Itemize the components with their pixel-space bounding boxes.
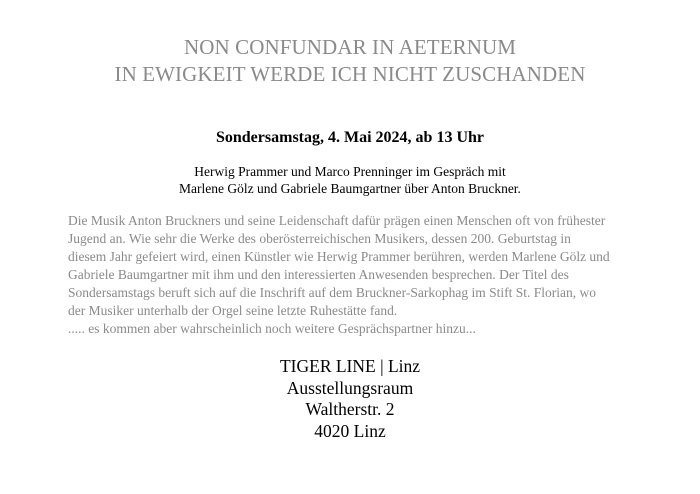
description-line: der Musiker unterhalb der Orgel seine letzte Ruhestätte fand. <box>68 303 398 318</box>
venue-room: Ausstellungsraum <box>286 377 414 398</box>
headline-latin: NON CONFUNDAR IN AETERNUM <box>183 35 517 59</box>
description-line: Die Musik Anton Bruckners und seine Leidenschaft dafür prägen einen Menschen oft von frühester <box>68 213 606 228</box>
description-line: Sondersamstags beruft sich auf die Inschrift auf dem Bruckner-Sarkophag im Stift St. Florian, wo <box>68 285 596 300</box>
venue-name: TIGER LINE | Linz <box>279 356 421 376</box>
description-line: ..... es kommen aber wahrscheinlich noch weitere Gesprächspartner hinzu... <box>68 321 476 336</box>
speakers-line: Marlene Gölz und Gabriele Baumgartner über Anton Bruckner. <box>179 181 521 196</box>
description-paragraph <box>68 212 638 338</box>
venue-address <box>0 356 700 442</box>
venue-city: 4020 Linz <box>314 420 386 441</box>
speakers-block <box>0 163 700 197</box>
event-date: Sondersamstag, 4. Mai 2024, ab 13 Uhr <box>215 129 484 146</box>
description-line: diesem Jahr gefeiert wird, einen Künstler wie Herwig Prammer berühren, werden Marlene Gölz und <box>68 249 610 264</box>
description-line: Jugend an. Wie sehr die Werke des oberösterreichischen Musikers, dessen 200. Geburtstag in <box>68 231 571 246</box>
venue-street: Waltherstr. 2 <box>305 399 395 419</box>
description-line: Gabriele Baumgartner mit ihm und den interessierten Anwesenden besprechen. Der Titel des <box>68 267 569 282</box>
speakers-line: Herwig Prammer und Marco Prenninger im Gespräch mit <box>194 164 506 179</box>
headline-german: IN EWIGKEIT WERDE ICH NICHT ZUSCHANDEN <box>114 62 586 86</box>
